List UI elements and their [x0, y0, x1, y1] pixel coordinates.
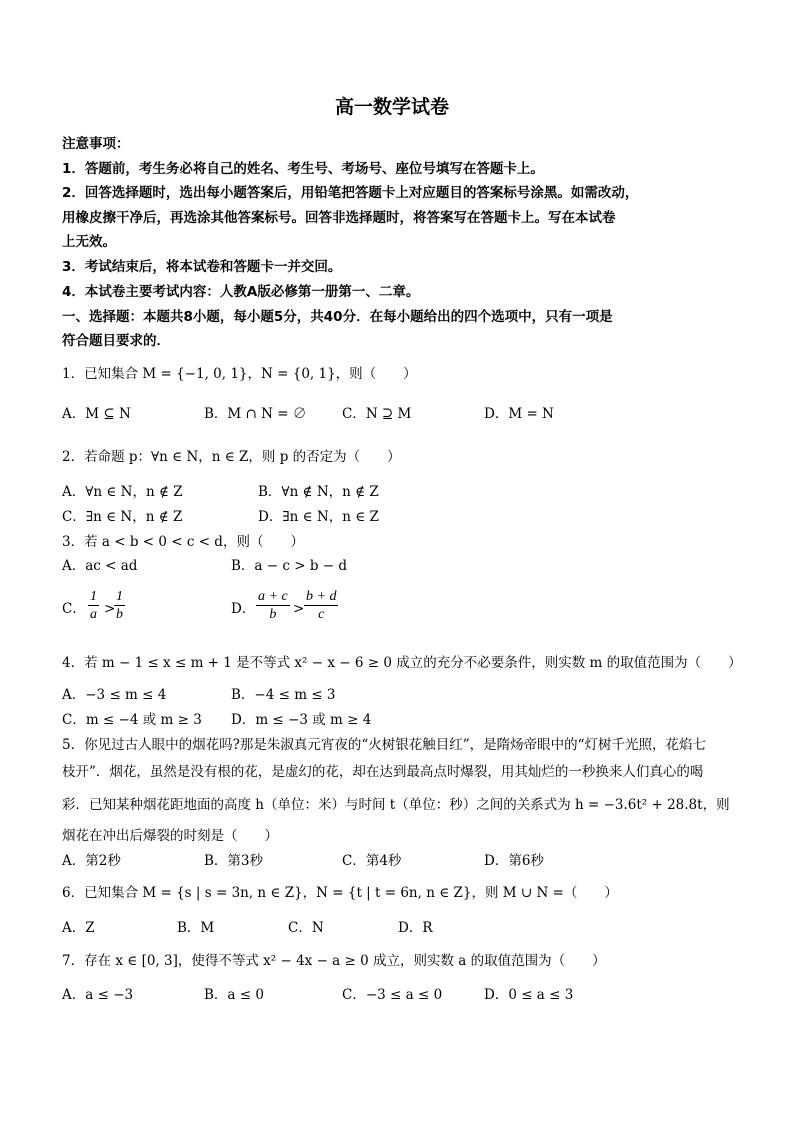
- question-stem: 6．已知集合 M = {s | s = 3n, n ∈ Z}，N = {t | t = 6n, n ∈ Z}，则 M ∪ N =（ ）: [62, 885, 618, 901]
- option-a: A．a ≤ −3: [62, 987, 134, 1003]
- option-a: A．第2秒: [62, 853, 121, 869]
- option-b: B．a ≤ 0: [204, 987, 264, 1003]
- option-d: D．M = N: [484, 406, 554, 422]
- option-c: C．N ⊇ M: [342, 406, 412, 422]
- question-stem: 7．存在 x ∈ [0, 3]，使得不等式 x² − 4x − a ≥ 0 成立，则实数 a 的取值范围为（ ）: [62, 953, 606, 969]
- option-a: A．∀n ∈ N，n ∉ Z: [62, 484, 183, 500]
- notice-item: 上无效。: [62, 234, 116, 250]
- option-b: B．M ∩ N = ∅: [204, 406, 307, 422]
- notice-item: 3．考试结束后，将本试卷和答题卡一并交回。: [62, 259, 342, 275]
- greater-than: >: [293, 601, 305, 617]
- fraction: $\frac{1}{a}$: [90, 589, 97, 622]
- notice-item: 用橡皮擦干净后，再选涂其他答案标号。回答非选择题时，将答案写在答题卡上。写在本试卷: [62, 210, 616, 226]
- option-d: D．m ≤ −3 或 m ≥ 4: [231, 712, 372, 728]
- notice-item: 2．回答选择题时，选出每小题答案后，用铅笔把答题卡上对应题目的答案标号涂黑。如需改动，: [62, 185, 639, 201]
- option-d: D．第6秒: [484, 853, 544, 869]
- option-c: C．m ≤ −4 或 m ≥ 3: [62, 712, 202, 728]
- option-d: D．0 ≤ a ≤ 3: [484, 987, 574, 1003]
- option-c: C．−3 ≤ a ≤ 0: [342, 987, 443, 1003]
- fraction: $\frac{1}{b}$: [116, 589, 123, 622]
- question-stem: 2．若命题 p：∀n ∈ N，n ∈ Z，则 p 的否定为（ ）: [62, 449, 401, 465]
- fraction: $\frac{a + c}{b}$: [258, 589, 288, 622]
- section-heading-cont: 符合题目要求的．: [62, 333, 170, 349]
- option-d: D．R: [398, 920, 433, 936]
- option-c: C．N: [288, 920, 324, 936]
- option-c: C．第4秒: [342, 853, 402, 869]
- option-c-label: C．: [62, 601, 86, 617]
- option-b: B．a − c > b − d: [231, 558, 347, 574]
- greater-than: >: [104, 601, 116, 617]
- option-a: A．ac < ad: [62, 558, 138, 574]
- option-b: B．第3秒: [204, 853, 264, 869]
- question-stem: 5．你见过古人眼中的烟花吗?那是朱淑真元宵夜的“火树银花触目红”，是隋炀帝眼中的“灯树千光照，花焰七: [62, 737, 707, 753]
- option-b: B．∀n ∉ N，n ∉ Z: [258, 484, 379, 500]
- question-stem: 4．若 m − 1 ≤ x ≤ m + 1 是不等式 x² − x − 6 ≥ 0 成立的充分不必要条件，则实数 m 的取值范围为（ ）: [62, 655, 742, 671]
- section-heading: 一、选择题：本题共8小题，每小题5分，共40分．在每小题给出的四个选项中，只有一项是: [62, 309, 613, 325]
- option-a: A．M ⊆ N: [62, 406, 131, 422]
- option-d-label: D．: [231, 601, 256, 617]
- option-d: D．∃n ∈ N，n ∈ Z: [258, 509, 379, 525]
- notice-heading: 注意事项：: [62, 136, 130, 152]
- question-stem-cont: 彩．已知某种烟花距地面的高度 h（单位：米）与时间 t（单位：秒）之间的关系式为 h = −3.6t² + 28.8t，则: [62, 797, 730, 813]
- option-a: A．Z: [62, 920, 95, 936]
- fraction: $\frac{b + d}{c}$: [306, 589, 337, 622]
- notice-item: 1．答题前，考生务必将自己的姓名、考生号、考场号、座位号填写在答题卡上。: [62, 161, 544, 177]
- question-stem: 1．已知集合 M = {−1, 0, 1}，N = {0, 1}，则（ ）: [62, 366, 417, 382]
- option-a: A．−3 ≤ m ≤ 4: [62, 687, 167, 703]
- option-b: B．−4 ≤ m ≤ 3: [231, 687, 336, 703]
- page-title: 高一数学试卷: [335, 96, 450, 118]
- question-stem-cont: 枝开”．烟花，虽然是没有根的花，是虚幻的花，却在达到最高点时爆裂，用其灿烂的一秒换来人们真心的喝: [62, 764, 704, 780]
- option-c: C．∃n ∈ N，n ∉ Z: [62, 509, 183, 525]
- option-b: B．M: [177, 920, 215, 936]
- question-stem-cont: 烟花在冲出后爆裂的时刻是（ ）: [62, 828, 278, 844]
- notice-item: 4．本试卷主要考试内容：人教A版必修第一册第一、二章。: [62, 284, 420, 300]
- question-stem: 3．若 a < b < 0 < c < d，则（ ）: [62, 534, 304, 550]
